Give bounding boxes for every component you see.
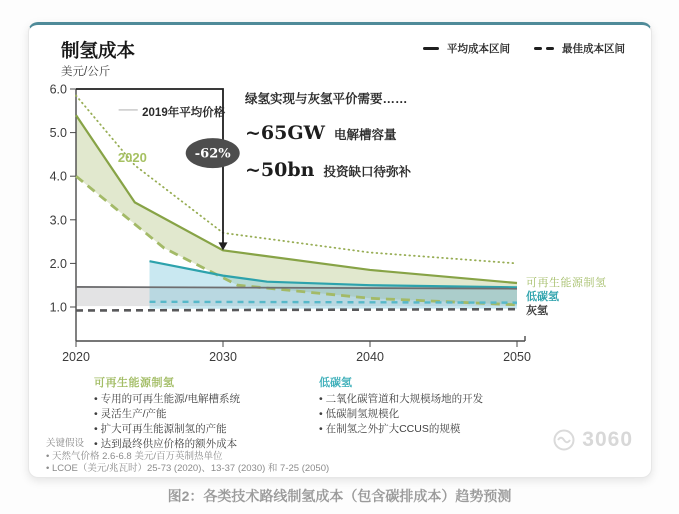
parity-headline: 绿氢实现与灰氢平价需要……	[245, 92, 408, 106]
cost-trend-chart	[29, 80, 651, 375]
chart-legend	[423, 41, 625, 56]
key-assumptions	[46, 438, 329, 475]
y-tick-label: 6.0	[49, 82, 67, 97]
figure-caption: 图2：各类技术路线制氢成本（包含碳排成本）趋势预测	[167, 488, 512, 504]
series-end-labels	[526, 276, 607, 318]
notes-renewable-header: 可再生能源制氢	[94, 377, 175, 389]
list-item: • 扩大可再生能源制氢的产能	[94, 422, 312, 437]
legend-label-average: 平均成本区间	[447, 43, 510, 55]
drop-badge-label: -62%	[194, 146, 231, 162]
legend-item-best	[534, 41, 625, 56]
chart-unit-label: 美元/公斤	[61, 66, 111, 78]
y-tick-label: 3.0	[49, 213, 67, 228]
series-label-lowcarbon: 低碳氢	[526, 291, 559, 303]
assumptions-header: 关键假设	[46, 438, 85, 449]
series-renewable_upper	[76, 96, 517, 264]
list-item: • 专用的可再生能源/电解槽系统	[94, 392, 312, 407]
y-tick-label: 2.0	[49, 256, 67, 271]
x-tick-label: 2030	[209, 350, 237, 364]
list-item: • 在制氢之外扩大CCUS的规模	[319, 422, 564, 437]
legend-item-average	[423, 41, 510, 56]
requirement-value: ~50bn	[245, 159, 315, 181]
y-tick-label: 1.0	[49, 300, 67, 315]
y-tick-label: 4.0	[49, 169, 67, 184]
legend-label-best: 最佳成本区间	[562, 43, 625, 55]
start-year-label: 2020	[117, 149, 147, 165]
watermark-text: 3060	[582, 428, 633, 451]
list-item: • 达到最终供应价格的额外成本	[94, 437, 312, 452]
requirement-text: 电解槽容量	[333, 128, 397, 142]
series-label-renewable: 可再生能源制氢	[526, 277, 607, 289]
requirement-text: 投资缺口待弥补	[323, 165, 411, 179]
globe-icon	[551, 427, 577, 453]
chart-title: 制氢成本	[61, 40, 136, 61]
requirement-value: ~65GW	[245, 122, 325, 144]
series-grey_best	[76, 309, 517, 310]
x-tick-label: 2050	[503, 350, 531, 364]
list-item: • 低碳制氢规模化	[319, 407, 564, 422]
x-tick-label: 2020	[62, 350, 90, 364]
x-tick-label: 2040	[356, 350, 384, 364]
notes-lowcarbon-header: 低碳氢	[319, 377, 352, 389]
assumption-item: • 天然气价格 2.6-6.8 美元/百万英制热单位	[46, 451, 329, 463]
assumption-item: • LCOE（美元/兆瓦时）25-73 (2020)、13-37 (2030) 和 7-25 (2050)	[46, 463, 329, 475]
dashed-line-icon	[534, 47, 554, 50]
chart-card	[28, 22, 652, 478]
logo-3060-watermark	[551, 427, 633, 453]
notes-lowcarbon	[319, 374, 564, 437]
price-ref-label: 2019年平均价格	[142, 107, 226, 120]
list-item: • 二氧化碳管道和大规模场地的开发	[319, 392, 564, 407]
y-tick-label: 5.0	[49, 126, 67, 141]
solid-line-icon	[423, 47, 439, 50]
series-label-grey: 灰氢	[526, 305, 548, 317]
list-item: • 灵活生产/产能	[94, 407, 312, 422]
series-renewable_avg	[76, 115, 517, 283]
notes-lowcarbon-list	[319, 392, 564, 437]
